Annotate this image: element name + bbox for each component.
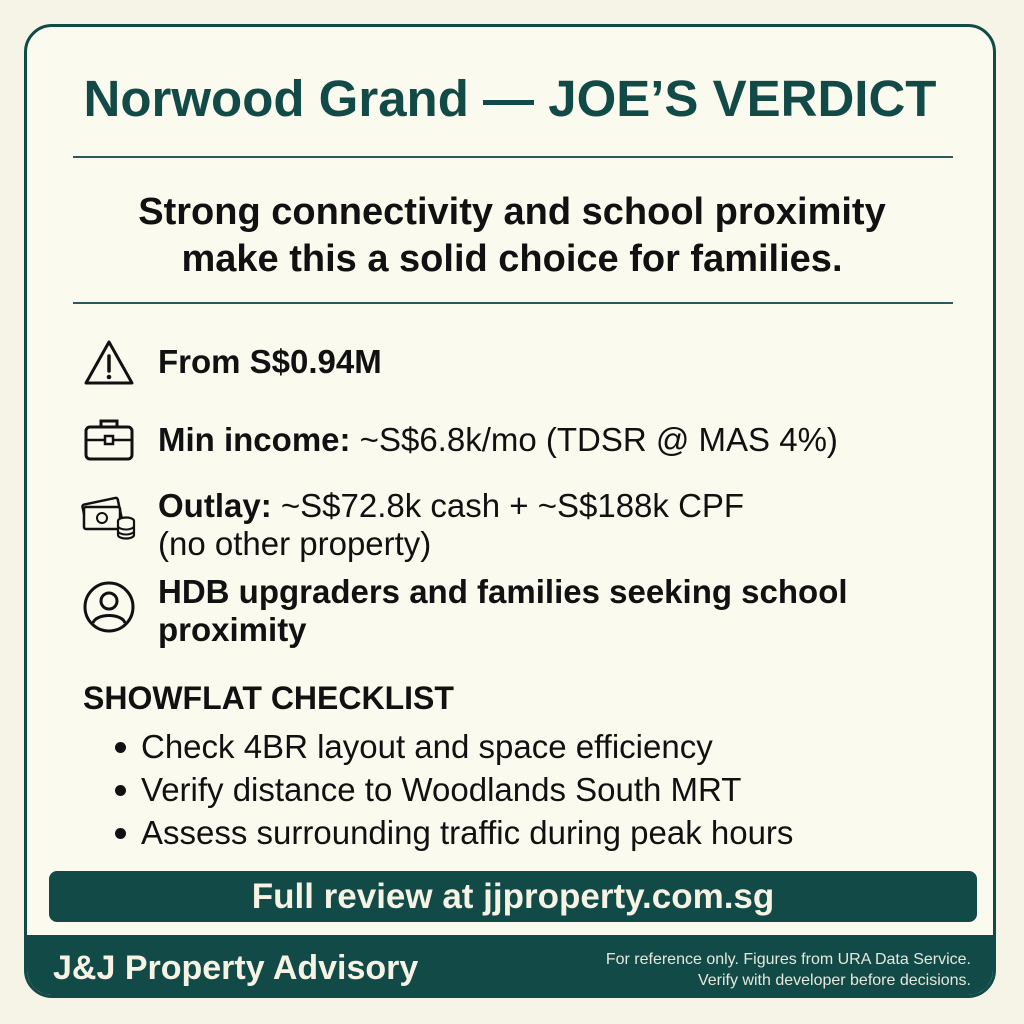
briefcase-icon (81, 411, 137, 467)
outlay-note: (no other property) (158, 525, 432, 562)
warning-icon (81, 335, 137, 391)
price-label: From S$0.94M (158, 343, 382, 380)
checklist-item: Assess surrounding traffic during peak hours (109, 811, 793, 854)
bullet-icon (115, 742, 126, 753)
disclaimer (606, 949, 971, 991)
disclaimer-line-1: For reference only. Figures from URA Data Service. (605, 951, 971, 968)
cash-coins-icon (81, 487, 137, 543)
income-label: Min income: (158, 421, 351, 458)
outlay-label: Outlay: (158, 487, 272, 524)
disclaimer-line-2: Verify with developer before decisions. (697, 972, 971, 989)
checklist-item: Verify distance to Woodlands South MRT (109, 768, 793, 811)
user-icon (81, 579, 137, 635)
verdict-summary (67, 189, 957, 283)
brand-name: J&J Property Advisory (53, 949, 419, 987)
income-value: ~S$6.8k/mo (TDSR @ MAS 4%) (350, 421, 838, 458)
bullet-icon (115, 785, 126, 796)
footer (27, 935, 993, 998)
outlay-value: ~S$72.8k cash + ~S$188k CPF (271, 487, 745, 524)
verdict-summary-line-1: Strong connectivity and school proximity (138, 191, 886, 233)
audience-label: HDB upgraders and families seeking school proximity (158, 573, 848, 648)
checklist (109, 725, 793, 854)
full-review-link[interactable]: Full review at jjproperty.com.sg (49, 871, 977, 922)
divider-top (73, 156, 953, 158)
page-title: Norwood Grand — JOE’S VERDICT (83, 70, 937, 127)
bullet-icon (115, 828, 126, 839)
checklist-title: SHOWFLAT CHECKLIST (83, 680, 454, 716)
checklist-item: Check 4BR layout and space efficiency (109, 725, 793, 768)
verdict-card (24, 24, 996, 998)
verdict-summary-line-2: make this a solid choice for families. (181, 238, 843, 280)
divider-bottom (73, 302, 953, 304)
